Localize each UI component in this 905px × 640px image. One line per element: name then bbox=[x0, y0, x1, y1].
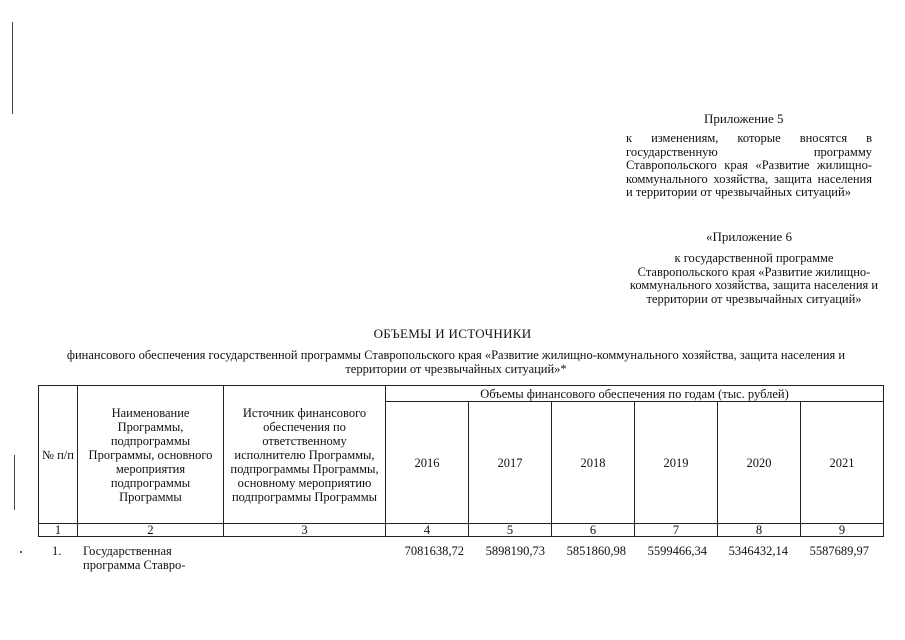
header-year: 2018 bbox=[552, 402, 635, 524]
header-volumes: Объемы финансового обеспечения по годам (тыс. рублей) bbox=[386, 386, 884, 402]
header-year: 2017 bbox=[469, 402, 552, 524]
margin-mark bbox=[20, 551, 22, 553]
document-subtitle: финансового обеспечения государственной программы Ставропольского края «Развитие жилищно-коммунального хозяйства, защита населения и территории от чрезвычайных ситуаций»* bbox=[66, 348, 846, 376]
margin-line bbox=[12, 22, 13, 114]
margin-line bbox=[14, 455, 15, 510]
document-title: ОБЪЕМЫ И ИСТОЧНИКИ bbox=[373, 326, 532, 341]
header-year: 2020 bbox=[718, 402, 801, 524]
column-index: 2 bbox=[78, 524, 224, 537]
row-value: 7081638,72 bbox=[404, 544, 464, 558]
appendix6-text: к государственной программе Ставропольского края «Развитие жилищно-коммунального хозяйства, защита населения и территории от чрезвычайных ситуаций» bbox=[629, 251, 879, 306]
row-value: 5599466,34 bbox=[647, 544, 707, 558]
row-value: 5898190,73 bbox=[485, 544, 545, 558]
column-index: 1 bbox=[39, 524, 78, 537]
row-num: 1. bbox=[52, 544, 62, 558]
header-num: № п/п bbox=[39, 386, 78, 524]
header-year: 2016 bbox=[386, 402, 469, 524]
column-index: 5 bbox=[469, 524, 552, 537]
column-index: 9 bbox=[801, 524, 884, 537]
row-value: 5587689,97 bbox=[809, 544, 869, 558]
row-value: 5346432,14 bbox=[728, 544, 788, 558]
header-year: 2019 bbox=[635, 402, 718, 524]
header-year: 2021 bbox=[801, 402, 884, 524]
financing-table bbox=[38, 385, 884, 537]
column-index: 8 bbox=[718, 524, 801, 537]
appendix5-title: Приложение 5 bbox=[704, 111, 784, 126]
column-index: 7 bbox=[635, 524, 718, 537]
header-source: Источник финансового обеспечения по ответственному исполнителю Программы, подпрограммы Программы, основному мероприятию подпрограммы Программы bbox=[224, 386, 386, 524]
appendix6-title: «Приложение 6 bbox=[706, 229, 793, 244]
row-name: Государственная программа Ставро- bbox=[83, 544, 186, 572]
column-index: 3 bbox=[224, 524, 386, 537]
appendix5-text: к изменениям, которые вносятся в государственную программу Ставропольского края «Развитие жилищно-коммунального хозяйства, защита населения и территории от чрезвычайных ситуаций» bbox=[626, 131, 872, 199]
header-name: Наименование Программы, подпрограммы Программы, основного мероприятия подпрограммы Программы bbox=[78, 386, 224, 524]
row-value: 5851860,98 bbox=[566, 544, 626, 558]
column-index: 4 bbox=[386, 524, 469, 537]
column-index: 6 bbox=[552, 524, 635, 537]
